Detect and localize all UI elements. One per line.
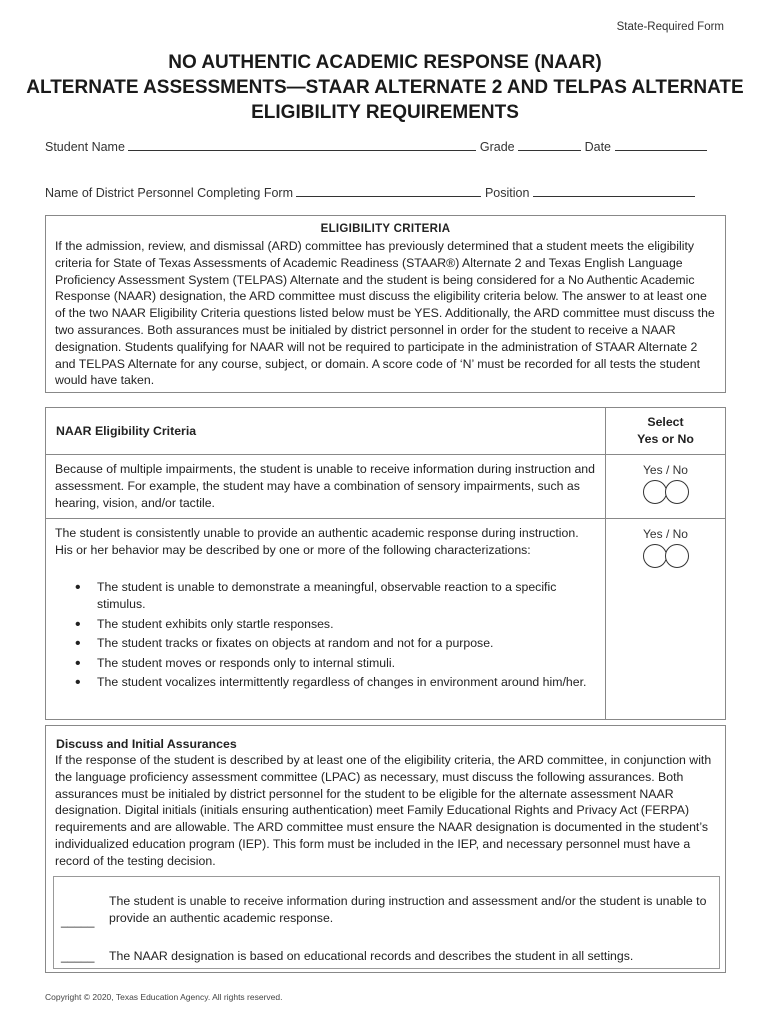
student-name-label: Student Name xyxy=(45,140,125,154)
assurance-item-1: The student is unable to receive information during instruction and assessment and/or the student is unable to provide an authentic academic response. xyxy=(109,894,707,925)
title-line-2: ALTERNATE ASSESSMENTS—STAAR ALTERNATE 2 AND TELPAS ALTERNATE xyxy=(26,77,744,98)
date-label: Date xyxy=(584,140,612,154)
table-header-row xyxy=(46,408,726,455)
student-info-row xyxy=(45,139,707,154)
list-item: • The student is unable to demonstrate a meaningful, observable reaction to a specific stimulus. xyxy=(97,579,597,613)
district-personnel-label: Name of District Personnel Completing Form xyxy=(45,186,293,200)
date-field[interactable] xyxy=(615,139,707,151)
assurance-item-2: The NAAR designation is based on educational records and describes the student in all settings. xyxy=(109,949,634,963)
assurances-text: If the response of the student is described by at least one of the eligibility criteria, the ARD committee, in conjunction with the language proficiency assessment committee (LPAC) as necessary, must discuss the following assurances. Both assurances must be initialed by district personnel for the student to be eligible for the alternate assessment NAAR designation. Digital initials (initials ensuring authentication) meet Family Educational Rights and Privacy Act (FERPA) requirements and are allowable. The ARD committee must ensure the NAAR designation is documented in the student’s individualized education program (IEP). This form must be included in the IEP, and necessary personnel must have a record of the testing decision. xyxy=(55,753,712,868)
eligibility-criteria-box xyxy=(45,215,726,393)
select-cell-2 xyxy=(606,519,726,720)
eligibility-criteria-heading: ELIGIBILITY CRITERIA xyxy=(320,223,451,235)
assurance-items-box xyxy=(53,876,720,969)
page-title xyxy=(0,50,770,125)
list-item: • The student exhibits only startle responses. xyxy=(97,616,597,633)
student-name-field[interactable] xyxy=(128,139,476,151)
col-select-line-1: Select xyxy=(647,415,684,429)
no-radio-1[interactable] xyxy=(665,480,689,504)
yes-radio-2[interactable] xyxy=(643,544,667,568)
position-field[interactable] xyxy=(533,185,695,197)
col-select-line-2: Yes or No xyxy=(637,432,694,446)
assurances-heading: Discuss and Initial Assurances xyxy=(56,737,237,751)
list-item: • The student moves or responds only to internal stimuli. xyxy=(97,655,597,672)
district-personnel-field[interactable] xyxy=(296,185,481,197)
criteria-row-1-text: Because of multiple impairments, the student is unable to receive information during instruction and assessment. For example, the student may have a combination of sensory impairments, such as hearing, vision, and/or tactile. xyxy=(46,455,606,519)
criteria-row-2-text: The student is consistently unable to provide an authentic academic response during instruction. His or her behavior may be described by one or more of the following characterizations: xyxy=(55,526,579,557)
select-cell-1 xyxy=(606,455,726,519)
table-row xyxy=(46,519,726,720)
state-required-form-label: State-Required Form xyxy=(616,21,724,33)
criteria-row-2 xyxy=(46,519,606,720)
assurances-box xyxy=(45,725,726,973)
position-label: Position xyxy=(484,186,530,200)
grade-label: Grade xyxy=(479,140,515,154)
no-radio-2[interactable] xyxy=(665,544,689,568)
yes-no-label: Yes / No xyxy=(643,463,688,477)
title-line-3: ELIGIBILITY REQUIREMENTS xyxy=(251,102,519,123)
title-line-1: NO AUTHENTIC ACADEMIC RESPONSE (NAAR) xyxy=(168,52,602,73)
grade-field[interactable] xyxy=(518,139,581,151)
yes-no-label: Yes / No xyxy=(643,527,688,541)
copyright-footer: Copyright © 2020, Texas Education Agency. All rights reserved. xyxy=(45,992,283,1002)
initial-field-1[interactable]: _____ xyxy=(61,914,95,928)
yes-radio-1[interactable] xyxy=(643,480,667,504)
personnel-info-row xyxy=(45,185,695,200)
col-select-header xyxy=(606,408,726,455)
eligibility-criteria-text: If the admission, review, and dismissal (ARD) committee has previously determined that a student meets the eligibility criteria for State of Texas Assessments of Academic Readiness (STAAR®) Alternate 2 and Texas English Language Proficiency Assessment System (TELPAS) Alternate and the student is being considered for a No Authentic Academic Response (NAAR) designation, the ARD committee must discuss the eligibility criteria below. The answer to at least one of the two NAAR Eligibility Criteria questions listed below must be YES. Additionally, the ARD committee must discuss the two assurances. Both assurances must be initialed by district personnel in order for the student to receive a NAAR designation. Students qualifying for NAAR will not be required to participate in the administration of STAAR Alternate 2 and TELPAS Alternate for any course, subject, or domain. A score code of ‘N’ must be recorded for all tests the student would have taken. xyxy=(55,239,715,388)
list-item: • The student vocalizes intermittently regardless of changes in environment around him/her. xyxy=(97,674,597,691)
list-item: • The student tracks or fixates on objects at random and not for a purpose. xyxy=(97,635,597,652)
characterization-list xyxy=(55,579,597,691)
table-row xyxy=(46,455,726,519)
col-criteria-header: NAAR Eligibility Criteria xyxy=(46,408,606,455)
naar-eligibility-table xyxy=(45,407,726,720)
initial-field-2[interactable]: _____ xyxy=(61,949,95,963)
